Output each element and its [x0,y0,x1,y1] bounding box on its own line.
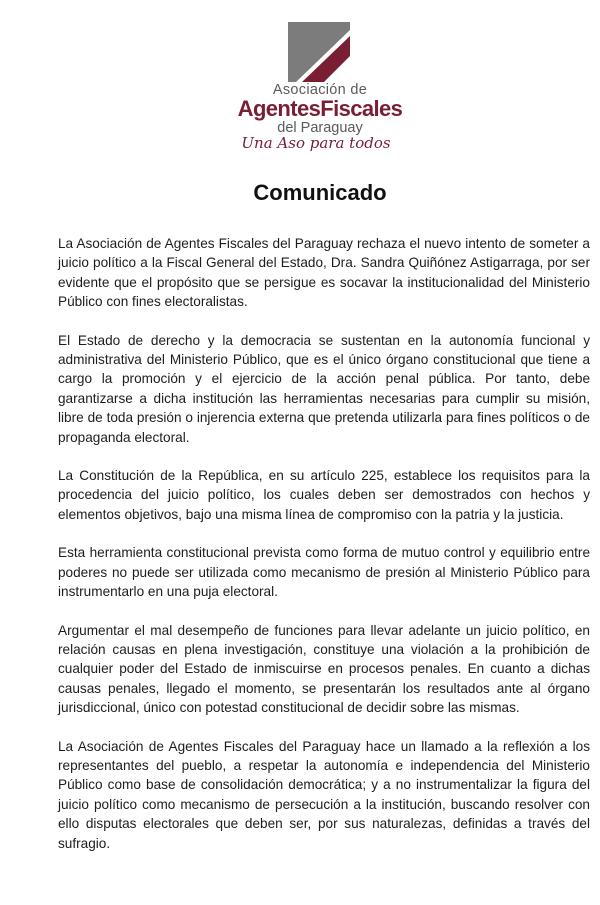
document-title: Comunicado [253,180,387,205]
association-logo [0,18,600,158]
logo-text-agentes-fiscales: AgentesFiscales [237,96,403,121]
logo-slogan: Una Aso para todos [241,134,391,152]
logo-text-asociacion: Asociación de [272,82,368,98]
paragraph: Esta herramienta constitucional prevista como forma de mutuo control y equilibrio entre poderes no puede ser utilizada como mecanismo de presión al Ministerio Público para instrumentarlo en una puja electoral. [58,545,590,600]
paragraph: El Estado de derecho y la democracia se sustentan en la autonomía funcional y administrativa del Ministerio Público, que es el único órgano constitucional que tiene a cargo la promoción y el ejercicio de la acción penal pública. Por tanto, debe garantizarse a dicha institución las herramientas necesarias para cumplir su misión, libre de toda presión o injerencia externa que pretenda utilizarla para fines políticos o de propaganda electoral. [58,332,590,445]
document-body [58,234,590,872]
logo-house-icon [288,22,350,82]
logo-text-del-paraguay: del Paraguay [277,120,363,136]
paragraph: Argumentar el mal desempeño de funciones para llevar adelante un juicio político, en relación causas en plena investigación, constituye una violación a la prohibición de cualquier poder del Estado de inmiscuirse en procesos penales. En cuanto a dichas causas penales, llegado el momento, se presentarán los resultados ante al órgano jurisdiccional, único con potestad constitucional de decidir sobre las mismas. [58,622,590,716]
paragraph: La Asociación de Agentes Fiscales del Paraguay hace un llamado a la reflexión a los representantes del pueblo, a respetar la autonomía e independencia del Ministerio Público como base de consolidación democrática; y a no instrumentalizar la figura del juicio político como mecanismo de persecución a la institución, buscando resolver con ello disputas electorales que deben ser, por sus naturalezas, definidas a través del sufragio. [58,738,590,851]
paragraph: La Asociación de Agentes Fiscales del Paraguay rechaza el nuevo intento de someter a juicio político a la Fiscal General del Estado, Dra. Sandra Quiñónez Astigarraga, por ser evidente que el propósito que se persigue es socavar la institucionalidad del Ministerio Público con fines electoralistas. [58,236,590,310]
paragraph: La Constitución de la República, en su artículo 225, establece los requisitos para la procedencia del juicio político, los cuales deben ser demostrados con hechos y elementos objetivos, bajo una misma línea de compromiso con la patria y la justicia. [58,468,590,522]
